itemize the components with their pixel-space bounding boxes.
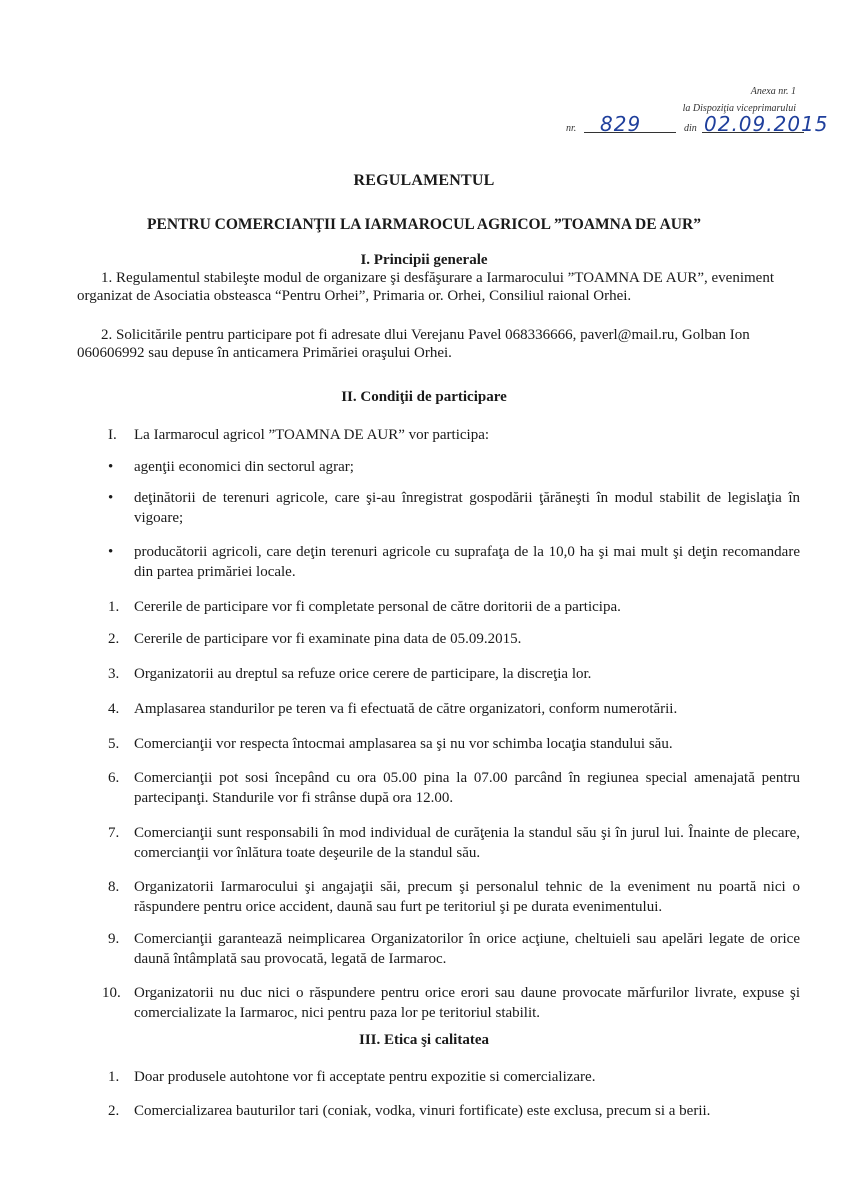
list-item bbox=[102, 664, 800, 684]
item-number: 2. bbox=[108, 631, 120, 647]
list-item bbox=[102, 1067, 800, 1087]
item-number: 4. bbox=[108, 701, 120, 717]
bullet-text: producătorii agricoli, care deţin terenuri agricole cu suprafaţa de la 10,0 ha şi mai mult şi deţin recomandare din partea primăriei locale. bbox=[134, 544, 800, 580]
item-text: Comercianţii vor respecta întocmai amplasarea sa şi nu vor schimba locaţia standului său. bbox=[134, 736, 673, 752]
item-text: Organizatorii nu duc nici o răspundere pentru orice erori sau daune provocate mărfurilor livrate, expuse şi comercializate la Iarmaroc, nici pentru paza lor pe teritoriul stabilit. bbox=[134, 985, 800, 1021]
bullet-dot-icon: • bbox=[108, 459, 114, 475]
date-label: din bbox=[684, 123, 697, 134]
item-text: Organizatorii au dreptul sa refuze orice cerere de participare, la discreţia lor. bbox=[134, 666, 592, 682]
list-item bbox=[102, 823, 800, 863]
item-number: 8. bbox=[108, 879, 120, 895]
item-text: Organizatorii Iarmarocului şi angajaţii săi, precum şi personalul tehnic de la eveniment nu poartă nici o răspundere pentru orice accident, daună sau furt pe teritoriul şi pe durata evenimentului. bbox=[134, 879, 800, 915]
bullet-text: deţinătorii de terenuri agricole, care şi-au înregistrat gospodării ţărăneşti în modul stabilit de legislaţia în vigoare; bbox=[134, 490, 800, 526]
date-handwritten: 02.09.2015 bbox=[704, 112, 829, 136]
annex-disposition: la Dispoziţia viceprimarului bbox=[682, 103, 796, 114]
item-number: 2. bbox=[108, 1103, 120, 1119]
item-number: 7. bbox=[108, 825, 120, 841]
item-number: 6. bbox=[108, 770, 120, 786]
section2-heading: II. Condiţii de participare bbox=[341, 389, 507, 405]
list-item bbox=[102, 734, 800, 754]
nr-label: nr. bbox=[566, 123, 577, 134]
item-number: 1. bbox=[108, 1069, 120, 1085]
document-subtitle: PENTRU COMERCIANŢII LA IARMAROCUL AGRICOL ”TOAMNA DE AUR” bbox=[147, 216, 701, 233]
item-number: 10. bbox=[102, 985, 121, 1001]
bullet-item bbox=[102, 542, 800, 582]
intro-marker: I. bbox=[108, 427, 117, 443]
section1-paragraph-2: 2. Solicitările pentru participare pot fi adresate dlui Verejanu Pavel 068336666, paverl@mail.ru, Golban Ion 060606992 sau depuse în anticamera Primăriei oraşului Orhei. bbox=[77, 327, 750, 361]
list-item bbox=[102, 699, 800, 719]
item-text: Comercializarea bauturilor tari (coniak, vodka, vinuri fortificate) este exclusa, precum si a berii. bbox=[134, 1103, 711, 1119]
section3-heading: III. Etica şi calitatea bbox=[359, 1032, 489, 1048]
item-number: 1. bbox=[108, 599, 120, 615]
list-item bbox=[102, 929, 800, 969]
list-item bbox=[102, 768, 800, 808]
list-item bbox=[102, 597, 800, 617]
annex-title: Anexa nr. 1 bbox=[750, 86, 796, 97]
nr-handwritten: 829 bbox=[600, 112, 642, 136]
bullet-dot-icon: • bbox=[108, 490, 114, 506]
document-title: REGULAMENTUL bbox=[353, 172, 495, 189]
bullet-item bbox=[102, 457, 800, 477]
intro-text: La Iarmarocul agricol ”TOAMNA DE AUR” vor participa: bbox=[134, 427, 490, 443]
item-text: Comercianţii sunt responsabili în mod individual de curăţenia la standul său şi în jurul lui. Înainte de plecare, comercianţii vor înlătura toate deşeurile de la standul său. bbox=[134, 825, 800, 861]
list-item bbox=[102, 629, 800, 649]
item-text: Cererile de participare vor fi examinate pina data de 05.09.2015. bbox=[134, 631, 522, 647]
list-item bbox=[102, 1101, 800, 1121]
bullet-item bbox=[102, 488, 800, 528]
section1-heading: I. Principii generale bbox=[360, 252, 488, 268]
section2-intro bbox=[102, 425, 800, 445]
item-text: Cererile de participare vor fi completate personal de către doritorii de a participa. bbox=[134, 599, 621, 615]
item-text: Doar produsele autohtone vor fi acceptate pentru expozitie si comercializare. bbox=[134, 1069, 596, 1085]
item-text: Comercianţii garantează neimplicarea Organizatorilor în orice acţiune, cheltuieli sau apelări legate de orice daună întâmplată sau provocată, legată de Iarmaroc. bbox=[134, 931, 800, 967]
item-text: Amplasarea standurilor pe teren va fi efectuată de către organizatori, conform numerotării. bbox=[134, 701, 678, 717]
item-number: 3. bbox=[108, 666, 120, 682]
item-number: 9. bbox=[108, 931, 120, 947]
list-item bbox=[102, 877, 800, 917]
bullet-text: agenţii economici din sectorul agrar; bbox=[134, 459, 354, 475]
list-item bbox=[102, 983, 800, 1023]
section1-paragraph-1: 1. Regulamentul stabileşte modul de organizare şi desfăşurare a Iarmarocului ”TOAMNA DE AUR”, eveniment organizat de Asociatia obsteasca “Pentru Orhei”, Primaria or. Orhei, Consiliul raional Orhei. bbox=[77, 270, 775, 304]
item-number: 5. bbox=[108, 736, 120, 752]
item-text: Comercianţii pot sosi începând cu ora 05.00 pina la 07.00 parcând în regiunea special amenajată pentru partecipanţi. Standurile vor fi strânse după ora 12.00. bbox=[134, 770, 800, 806]
annex-number-line bbox=[566, 112, 829, 138]
bullet-dot-icon: • bbox=[108, 544, 114, 560]
